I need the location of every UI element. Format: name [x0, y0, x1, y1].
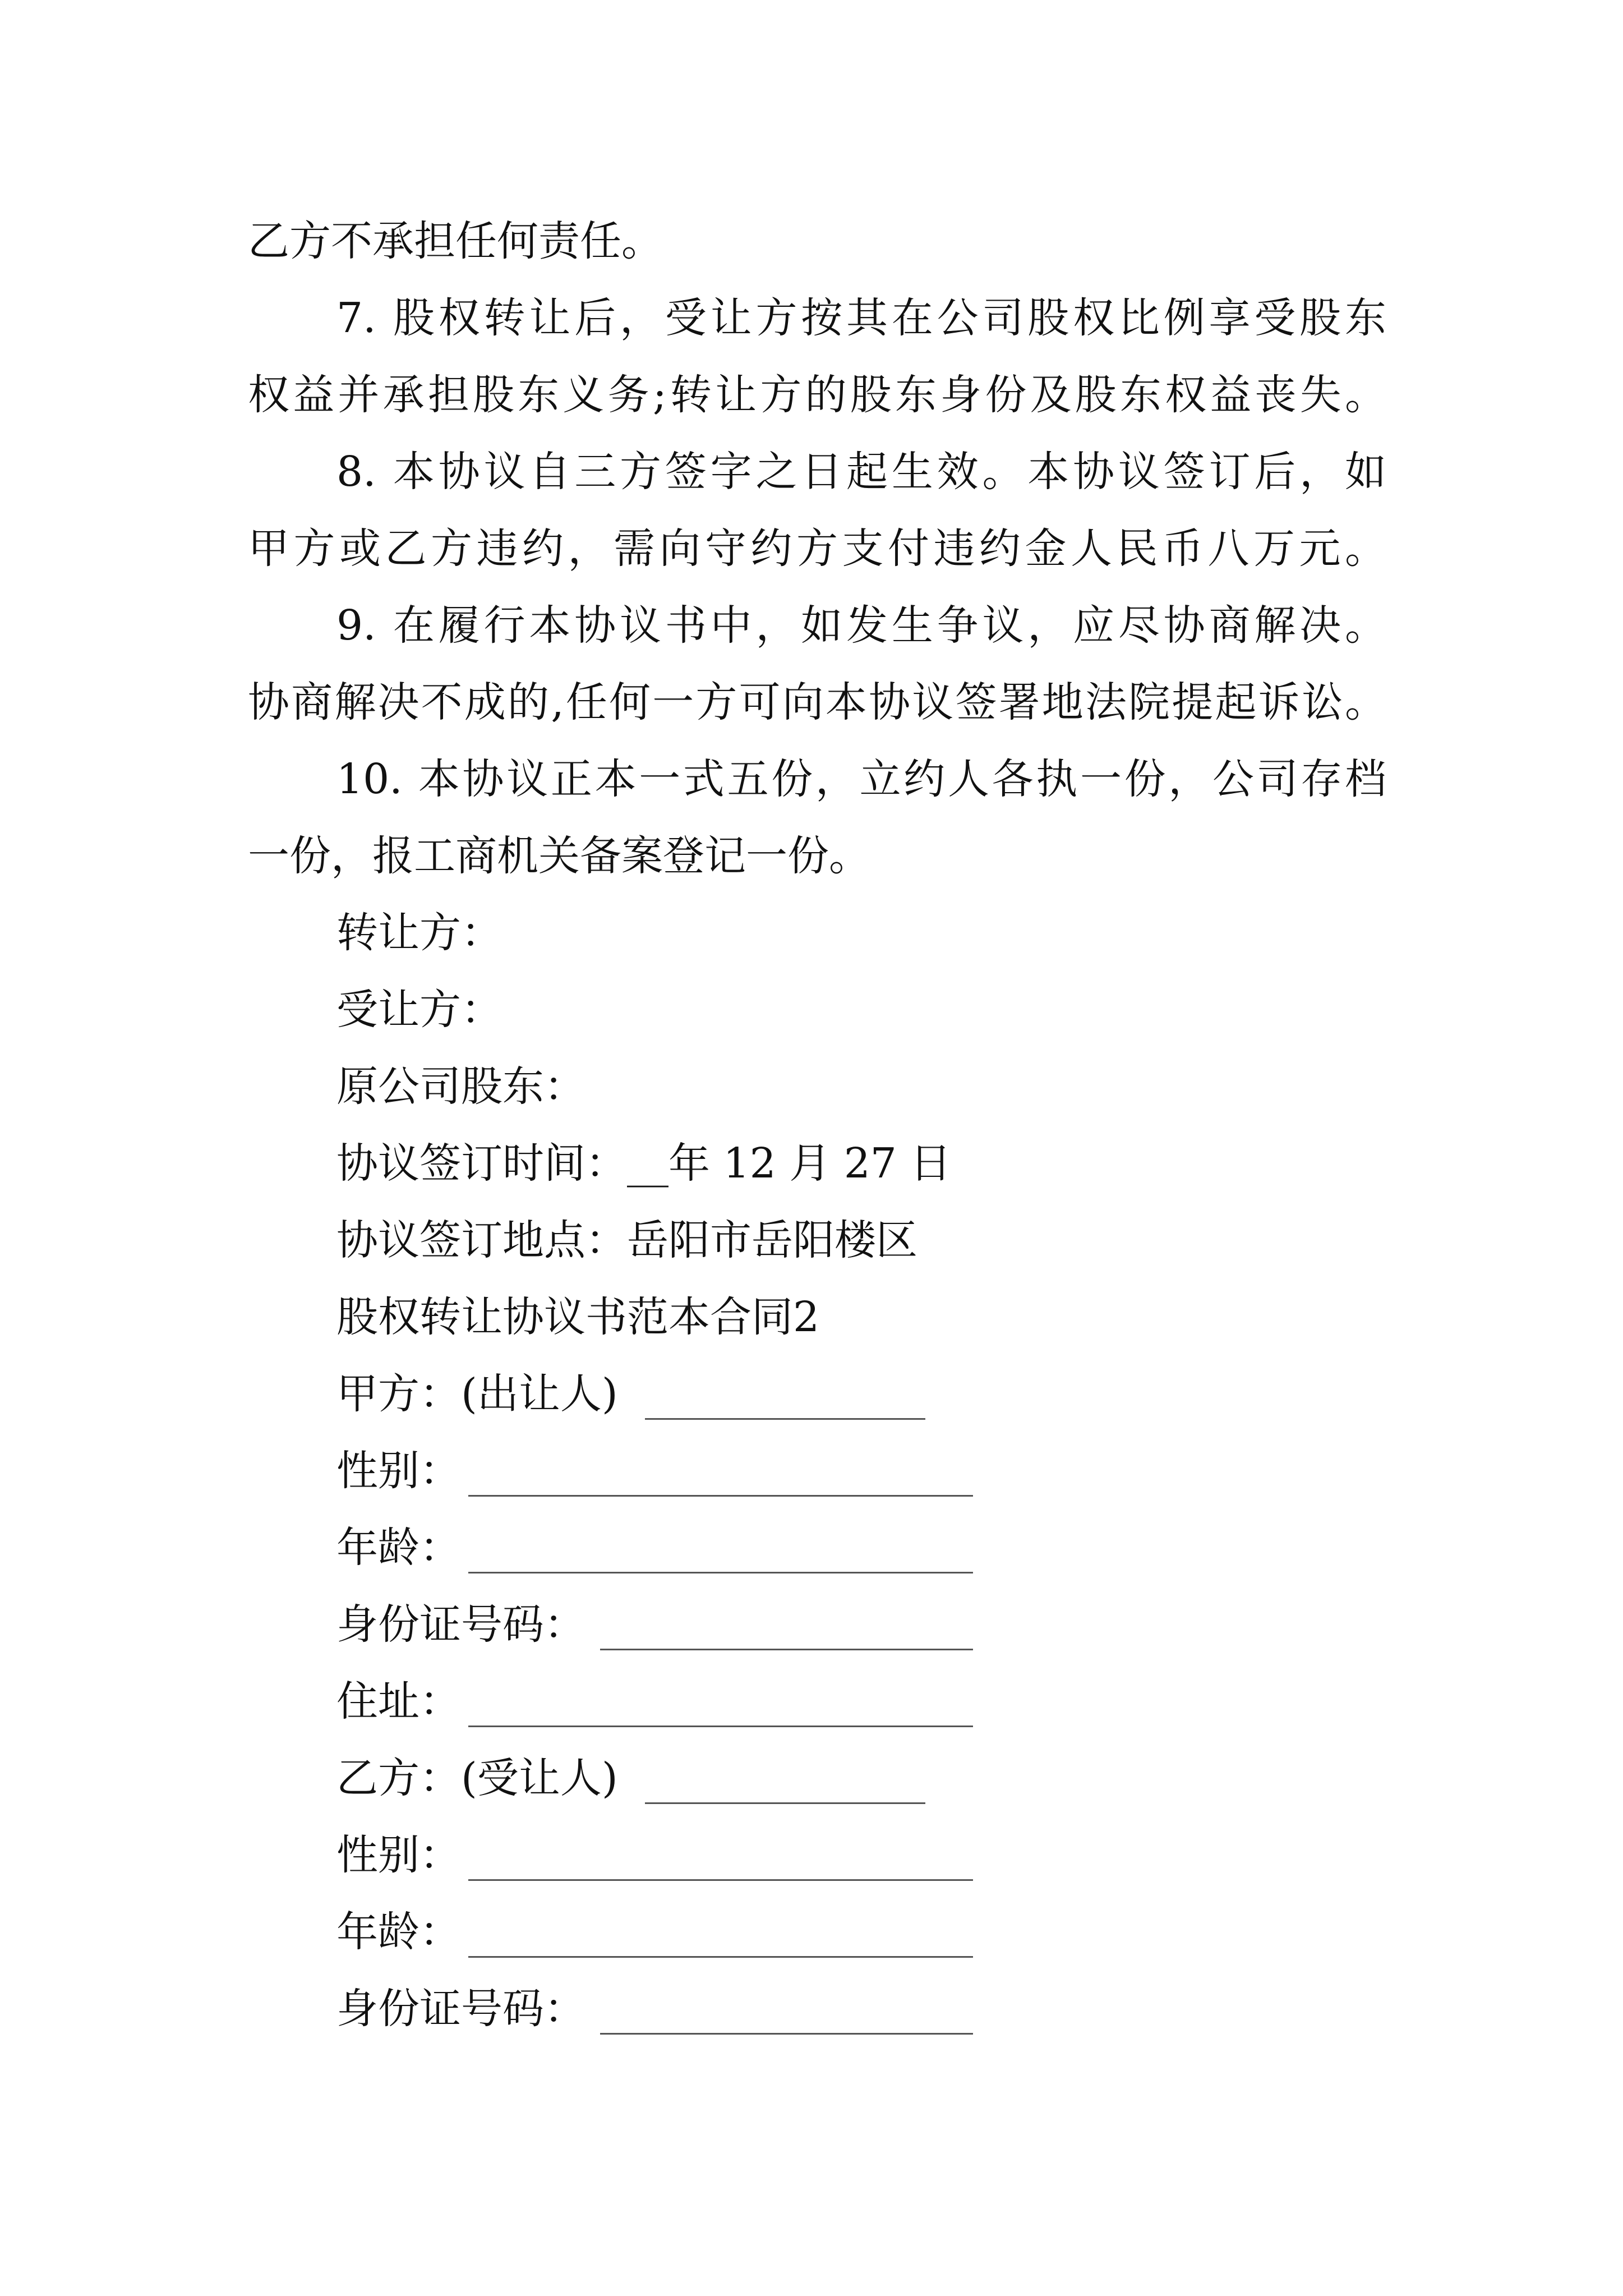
party-b-label: 乙方：(受让人) [336, 1754, 618, 1802]
party-a-label: 甲方：(出让人) [336, 1370, 618, 1418]
paragraph-line: 8. 本协议自三方签字之日起生效。本协议签订后，如 [336, 448, 1386, 496]
paragraph-line: 9. 在履行本协议书中，如发生争议，应尽协商解决。 [336, 601, 1386, 650]
address-label-a: 住址： [336, 1677, 461, 1726]
paragraph-line: 甲方或乙方违约，需向守约方支付违约金人民币八万元。 [248, 524, 1386, 573]
paragraph-line: 乙方不承担任何责任。 [248, 217, 663, 265]
id-number-label-a: 身份证号码： [336, 1600, 585, 1649]
paragraph-line: 一份，报工商机关备案登记一份。 [248, 832, 870, 880]
id-number-blank-a [600, 1649, 973, 1650]
original-shareholder-label: 原公司股东： [336, 1062, 585, 1111]
party-a-blank [645, 1418, 925, 1420]
signing-time-line: 协议签订时间：__年 12 月 27 日 [336, 1139, 952, 1188]
paragraph-line: 协商解决不成的,任何一方可向本协议签署地法院提起诉讼。 [248, 678, 1386, 726]
age-label-a: 年龄： [336, 1524, 461, 1572]
age-blank-b [468, 1956, 973, 1958]
gender-blank-b [468, 1879, 973, 1881]
gender-label-b: 性别： [336, 1831, 461, 1879]
gender-blank-a [468, 1495, 973, 1497]
paragraph-line: 7. 股权转让后，受让方按其在公司股权比例享受股东 [336, 294, 1386, 342]
id-number-blank-b [600, 2033, 973, 2035]
transferor-label: 转让方： [336, 909, 502, 957]
age-label-b: 年龄： [336, 1908, 461, 1956]
age-blank-a [468, 1572, 973, 1573]
party-b-blank [645, 1802, 925, 1804]
id-number-label-b: 身份证号码： [336, 1985, 585, 2033]
contract-title-line: 股权转让协议书范本合同2 [336, 1293, 820, 1341]
paragraph-line: 10. 本协议正本一式五份，立约人各执一份，公司存档 [336, 755, 1386, 803]
address-blank-a [468, 1726, 973, 1727]
paragraph-line: 权益并承担股东义务;转让方的股东身份及股东权益丧失。 [248, 371, 1386, 419]
gender-label-a: 性别： [336, 1447, 461, 1495]
signing-place-line: 协议签订地点：岳阳市岳阳楼区 [336, 1216, 917, 1264]
transferee-label: 受让方： [336, 986, 502, 1034]
